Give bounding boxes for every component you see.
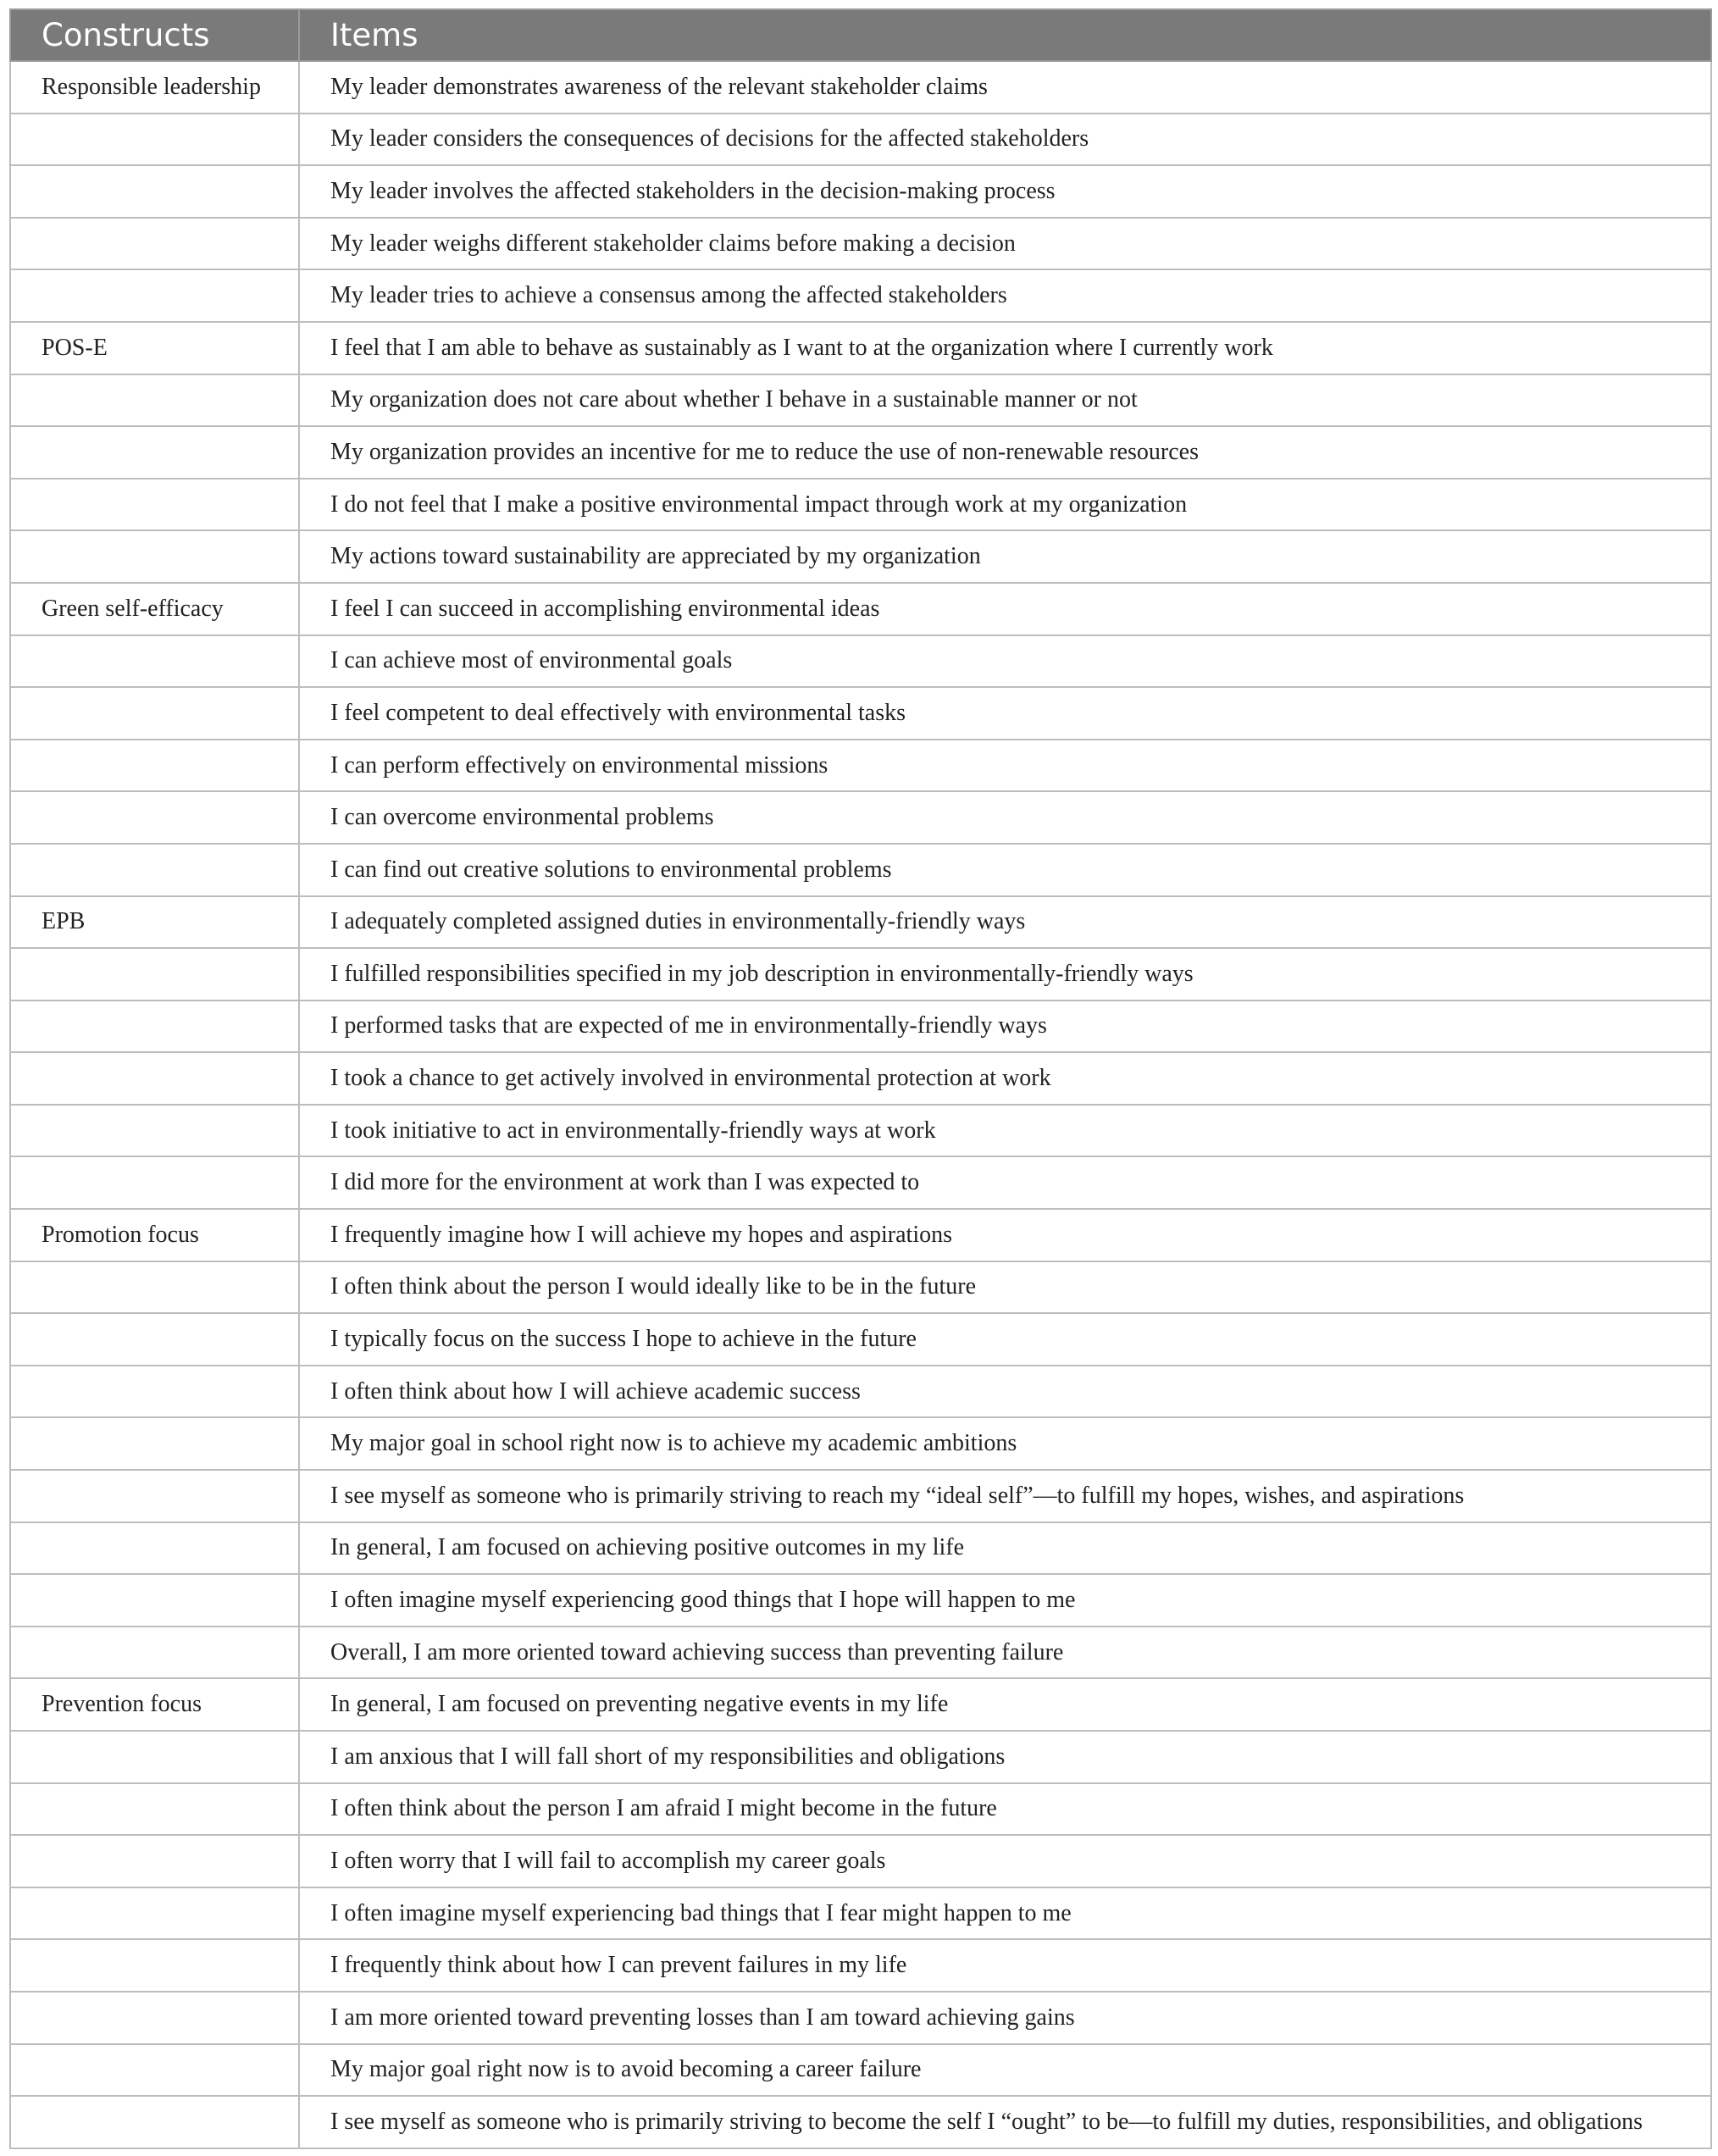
item-cell: I often think about the person I am afraid I might become in the future [299, 1783, 1711, 1836]
table-row [10, 1156, 1711, 1209]
construct-cell [10, 2096, 299, 2148]
construct-cell: POS-E [10, 322, 299, 374]
table-row [10, 1574, 1711, 1627]
table-row [10, 61, 1711, 114]
table-row [10, 2044, 1711, 2097]
construct-cell [10, 269, 299, 322]
table-row [10, 948, 1711, 1000]
table-row [10, 1939, 1711, 1992]
table-row [10, 1678, 1711, 1731]
construct-cell [10, 1992, 299, 2044]
item-cell: I fulfilled responsibilities specified in my job description in environmentally-friendly ways [299, 948, 1711, 1000]
item-cell: I feel that I am able to behave as sustainably as I want to at the organization where I currently work [299, 322, 1711, 374]
table-row [10, 1470, 1711, 1522]
table-row [10, 687, 1711, 740]
item-cell: I often imagine myself experiencing good things that I hope will happen to me [299, 1574, 1711, 1627]
construct-cell [10, 2044, 299, 2097]
item-cell: I typically focus on the success I hope to achieve in the future [299, 1313, 1711, 1366]
construct-cell [10, 1261, 299, 1314]
table-row [10, 322, 1711, 374]
construct-cell [10, 1366, 299, 1418]
construct-cell: Green self-efficacy [10, 583, 299, 635]
construct-cell [10, 1522, 299, 1575]
table-row [10, 1992, 1711, 2044]
construct-cell [10, 374, 299, 427]
table-row [10, 426, 1711, 479]
item-cell: My major goal in school right now is to achieve my academic ambitions [299, 1417, 1711, 1470]
construct-cell [10, 1313, 299, 1366]
construct-cell: EPB [10, 896, 299, 949]
item-cell: I do not feel that I make a positive environmental impact through work at my organization [299, 479, 1711, 531]
item-cell: I am more oriented toward preventing losses than I am toward achieving gains [299, 1992, 1711, 2044]
construct-cell: Promotion focus [10, 1209, 299, 1261]
table-header [10, 9, 1711, 61]
item-cell: I am anxious that I will fall short of my responsibilities and obligations [299, 1731, 1711, 1783]
item-cell: I often worry that I will fail to accomplish my career goals [299, 1835, 1711, 1887]
construct-cell [10, 1417, 299, 1470]
construct-cell [10, 635, 299, 688]
construct-cell [10, 687, 299, 740]
construct-cell [10, 1835, 299, 1887]
constructs-items-table [9, 8, 1712, 2149]
table-row [10, 165, 1711, 218]
item-cell: I feel I can succeed in accomplishing environmental ideas [299, 583, 1711, 635]
table-row [10, 1209, 1711, 1261]
construct-cell: Responsible leadership [10, 61, 299, 114]
table-row [10, 791, 1711, 844]
construct-cell [10, 740, 299, 792]
table-row [10, 218, 1711, 270]
header-items: Items [299, 9, 1711, 61]
item-cell: In general, I am focused on achieving positive outcomes in my life [299, 1522, 1711, 1575]
table-row [10, 2096, 1711, 2148]
construct-cell [10, 1000, 299, 1053]
item-cell: I often imagine myself experiencing bad things that I fear might happen to me [299, 1887, 1711, 1940]
construct-cell [10, 114, 299, 166]
construct-cell [10, 1156, 299, 1209]
construct-cell: Prevention focus [10, 1678, 299, 1731]
table-row [10, 530, 1711, 583]
item-cell: I can overcome environmental problems [299, 791, 1711, 844]
item-cell: I feel competent to deal effectively with environmental tasks [299, 687, 1711, 740]
item-cell: I did more for the environment at work than I was expected to [299, 1156, 1711, 1209]
table-row [10, 1522, 1711, 1575]
item-cell: My organization does not care about whether I behave in a sustainable manner or not [299, 374, 1711, 427]
item-cell: My actions toward sustainability are appreciated by my organization [299, 530, 1711, 583]
table-row [10, 583, 1711, 635]
construct-cell [10, 844, 299, 896]
item-cell: I performed tasks that are expected of me in environmentally-friendly ways [299, 1000, 1711, 1053]
item-cell: My leader involves the affected stakeholders in the decision-making process [299, 165, 1711, 218]
construct-cell [10, 1887, 299, 1940]
item-cell: I can find out creative solutions to environmental problems [299, 844, 1711, 896]
item-cell: I frequently imagine how I will achieve my hopes and aspirations [299, 1209, 1711, 1261]
table-row [10, 1366, 1711, 1418]
construct-cell [10, 426, 299, 479]
construct-cell [10, 791, 299, 844]
construct-cell [10, 1052, 299, 1105]
item-cell: My major goal right now is to avoid becoming a career failure [299, 2044, 1711, 2097]
table-row [10, 269, 1711, 322]
construct-cell [10, 218, 299, 270]
table-row [10, 1627, 1711, 1679]
table-row [10, 1105, 1711, 1157]
header-row [10, 9, 1711, 61]
header-constructs: Constructs [10, 9, 299, 61]
table-row [10, 374, 1711, 427]
table-row [10, 1783, 1711, 1836]
item-cell: I can achieve most of environmental goals [299, 635, 1711, 688]
table-row [10, 1313, 1711, 1366]
table-row [10, 1261, 1711, 1314]
table-row [10, 1835, 1711, 1887]
construct-cell [10, 479, 299, 531]
item-cell: I can perform effectively on environmental missions [299, 740, 1711, 792]
item-cell: Overall, I am more oriented toward achieving success than preventing failure [299, 1627, 1711, 1679]
table-row [10, 1887, 1711, 1940]
table-body [10, 61, 1711, 2148]
construct-cell [10, 1574, 299, 1627]
construct-cell [10, 530, 299, 583]
item-cell: I frequently think about how I can prevent failures in my life [299, 1939, 1711, 1992]
item-cell: I took a chance to get actively involved in environmental protection at work [299, 1052, 1711, 1105]
table-row [10, 1731, 1711, 1783]
item-cell: I often think about the person I would ideally like to be in the future [299, 1261, 1711, 1314]
table-row [10, 1000, 1711, 1053]
item-cell: My leader weighs different stakeholder claims before making a decision [299, 218, 1711, 270]
item-cell: I see myself as someone who is primarily striving to become the self I “ought” to be—to fulfill my duties, responsibilities, and obligations [299, 2096, 1711, 2148]
item-cell: I took initiative to act in environmentally-friendly ways at work [299, 1105, 1711, 1157]
table-row [10, 844, 1711, 896]
construct-cell [10, 1470, 299, 1522]
constructs-items-table-container [9, 8, 1710, 2149]
table-row [10, 479, 1711, 531]
table-row [10, 1052, 1711, 1105]
construct-cell [10, 1783, 299, 1836]
item-cell: My leader tries to achieve a consensus among the affected stakeholders [299, 269, 1711, 322]
item-cell: My leader demonstrates awareness of the relevant stakeholder claims [299, 61, 1711, 114]
construct-cell [10, 1939, 299, 1992]
construct-cell [10, 165, 299, 218]
item-cell: I adequately completed assigned duties in environmentally-friendly ways [299, 896, 1711, 949]
table-row [10, 114, 1711, 166]
table-row [10, 740, 1711, 792]
item-cell: In general, I am focused on preventing negative events in my life [299, 1678, 1711, 1731]
construct-cell [10, 1105, 299, 1157]
table-row [10, 896, 1711, 949]
table-row [10, 1417, 1711, 1470]
item-cell: I see myself as someone who is primarily striving to reach my “ideal self”—to fulfill my hopes, wishes, and aspirations [299, 1470, 1711, 1522]
item-cell: My organization provides an incentive for me to reduce the use of non-renewable resources [299, 426, 1711, 479]
construct-cell [10, 1627, 299, 1679]
construct-cell [10, 1731, 299, 1783]
construct-cell [10, 948, 299, 1000]
item-cell: I often think about how I will achieve academic success [299, 1366, 1711, 1418]
table-row [10, 635, 1711, 688]
item-cell: My leader considers the consequences of decisions for the affected stakeholders [299, 114, 1711, 166]
